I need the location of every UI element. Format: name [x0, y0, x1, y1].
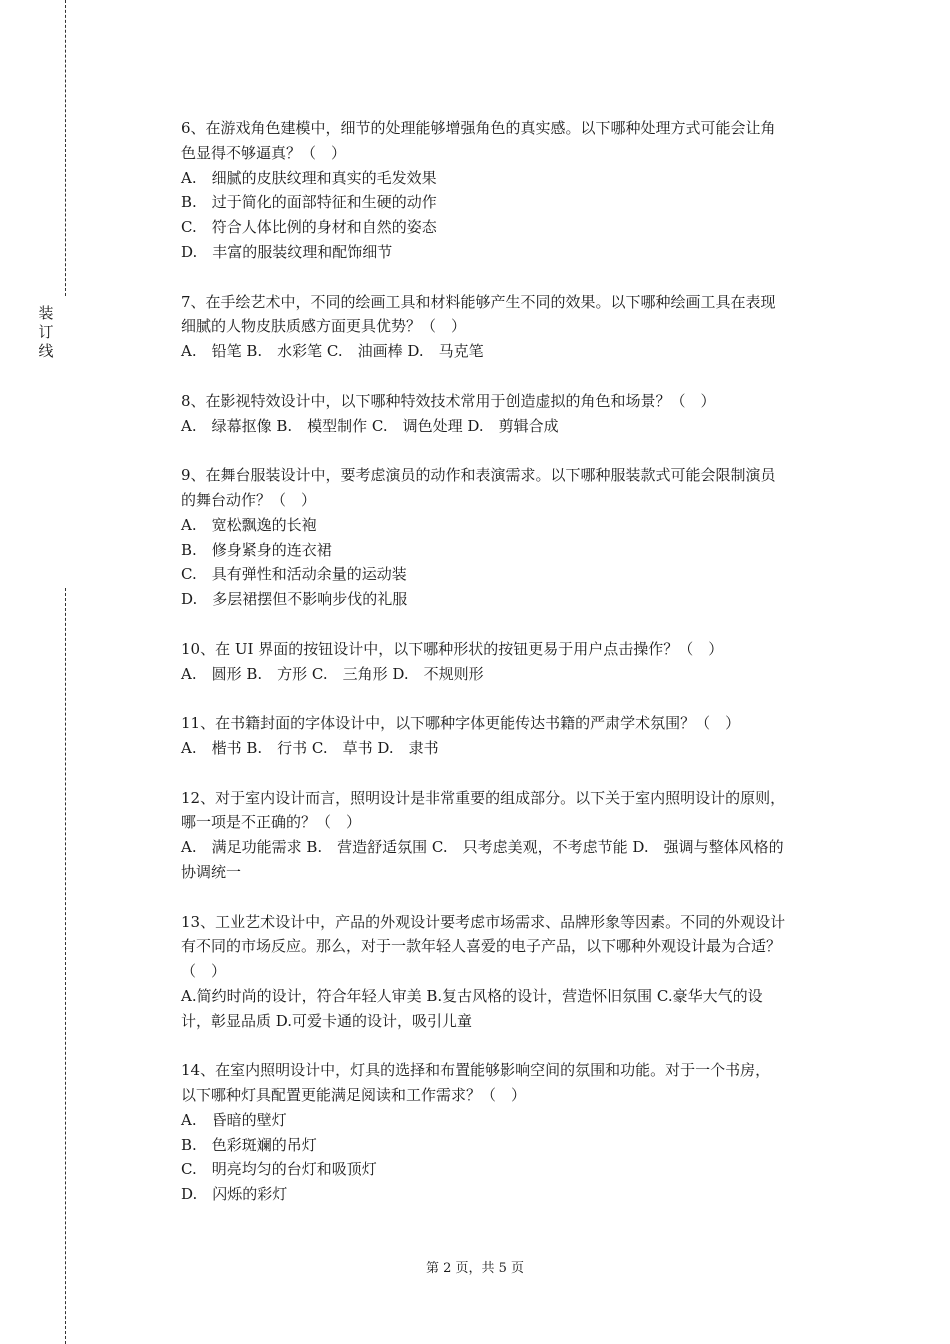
option: D. 丰富的服装纹理和配饰细节 — [181, 242, 393, 261]
option: A.简约时尚的设计，符合年轻人审美 B.复古风格的设计，营造怀旧氛围 C.豪华大气的设 — [181, 986, 763, 1005]
question-stem: 色显得不够逼真？（ ） — [181, 143, 347, 162]
question-8 — [181, 389, 851, 439]
option: A. 圆形 B. 方形 C. 三角形 D. 不规则形 — [181, 664, 484, 683]
question-stem: 6、在游戏角色建模中，细节的处理能够增强角色的真实感。以下哪种处理方式可能会让角 — [181, 119, 776, 137]
question-9 — [181, 463, 851, 612]
question-12 — [181, 786, 851, 885]
question-11 — [181, 711, 851, 761]
question-stem: 有不同的市场反应。那么，对于一款年轻人喜爱的电子产品，以下哪种外观设计最为合适？ — [181, 937, 782, 956]
option: B. 色彩斑斓的吊灯 — [181, 1135, 317, 1154]
question-7 — [181, 290, 851, 364]
question-stem: 12、对于室内设计而言，照明设计是非常重要的组成部分。以下关于室内照明设计的原则， — [181, 788, 786, 807]
question-stem: 以下哪种灯具配置更能满足阅读和工作需求？（ ） — [181, 1086, 527, 1105]
question-stem: 13、工业艺术设计中，产品的外观设计要考虑市场需求、品牌形象等因素。不同的外观设计 — [181, 912, 786, 931]
question-14 — [181, 1058, 851, 1207]
question-stem: 14、在室内照明设计中，灯具的选择和布置能够影响空间的氛围和功能。对于一个书房， — [181, 1061, 771, 1080]
question-13 — [181, 910, 851, 1034]
question-stem: 9、在舞台服装设计中，要考虑演员的动作和表演需求。以下哪种服装款式可能会限制演员 — [181, 466, 776, 485]
option: A. 楷书 B. 行书 C. 草书 D. 隶书 — [181, 738, 439, 757]
option: A. 绿幕抠像 B. 模型制作 C. 调色处理 D. 剪辑合成 — [181, 416, 559, 435]
question-10 — [181, 637, 851, 687]
question-stem: 哪一项是不正确的？（ ） — [181, 813, 362, 832]
option: A. 满足功能需求 B. 营造舒适氛围 C. 只考虑美观，不考虑节能 D. 强调与整体风格的 — [181, 838, 784, 857]
option: C. 符合人体比例的身材和自然的姿态 — [181, 218, 437, 237]
question-6 — [181, 116, 851, 265]
option: A. 昏暗的壁灯 — [181, 1110, 287, 1129]
binding-label — [36, 304, 56, 361]
binding-label-char: 订 — [38, 323, 54, 341]
question-stem: 7、在手绘艺术中，不同的绘画工具和材料能够产生不同的效果。以下哪种绘画工具在表现 — [181, 292, 776, 311]
question-stem: 的舞台动作？（ ） — [181, 490, 317, 509]
option: C. 具有弹性和活动余量的运动装 — [181, 565, 407, 584]
question-list — [181, 116, 851, 1232]
binding-label-char: 装 — [38, 304, 54, 322]
question-stem: 细腻的人物皮肤质感方面更具优势？（ ） — [181, 317, 467, 336]
binding-label-char: 线 — [38, 342, 54, 360]
option: D. 闪烁的彩灯 — [181, 1185, 288, 1204]
option: B. 过于简化的面部特征和生硬的动作 — [181, 193, 437, 212]
page-footer: 第 2 页，共 5 页 — [425, 1261, 525, 1276]
question-stem: 8、在影视特效设计中，以下哪种特效技术常用于创造虚拟的角色和场景？（ ） — [181, 391, 716, 410]
option: 协调统一 — [181, 862, 242, 881]
option: A. 铅笔 B. 水彩笔 C. 油画棒 D. 马克笔 — [181, 342, 484, 361]
option: 计，彰显品质 D.可爱卡通的设计，吸引儿童 — [181, 1011, 473, 1030]
binding-dashed-line-top — [65, 0, 66, 296]
option: A. 细腻的皮肤纹理和真实的毛发效果 — [181, 168, 437, 187]
option: B. 修身紧身的连衣裙 — [181, 540, 332, 559]
question-stem: （ ） — [181, 962, 227, 981]
question-stem: 11、在书籍封面的字体设计中，以下哪种字体更能传达书籍的严肃学术氛围？（ ） — [181, 714, 741, 733]
option: C. 明亮均匀的台灯和吸顶灯 — [181, 1160, 377, 1179]
option: D. 多层裙摆但不影响步伐的礼服 — [181, 590, 408, 609]
option: A. 宽松飘逸的长袍 — [181, 515, 317, 534]
binding-dashed-line-bottom — [65, 588, 66, 1344]
question-stem: 10、在 UI 界面的按钮设计中，以下哪种形状的按钮更易于用户点击操作？（ ） — [181, 639, 724, 658]
